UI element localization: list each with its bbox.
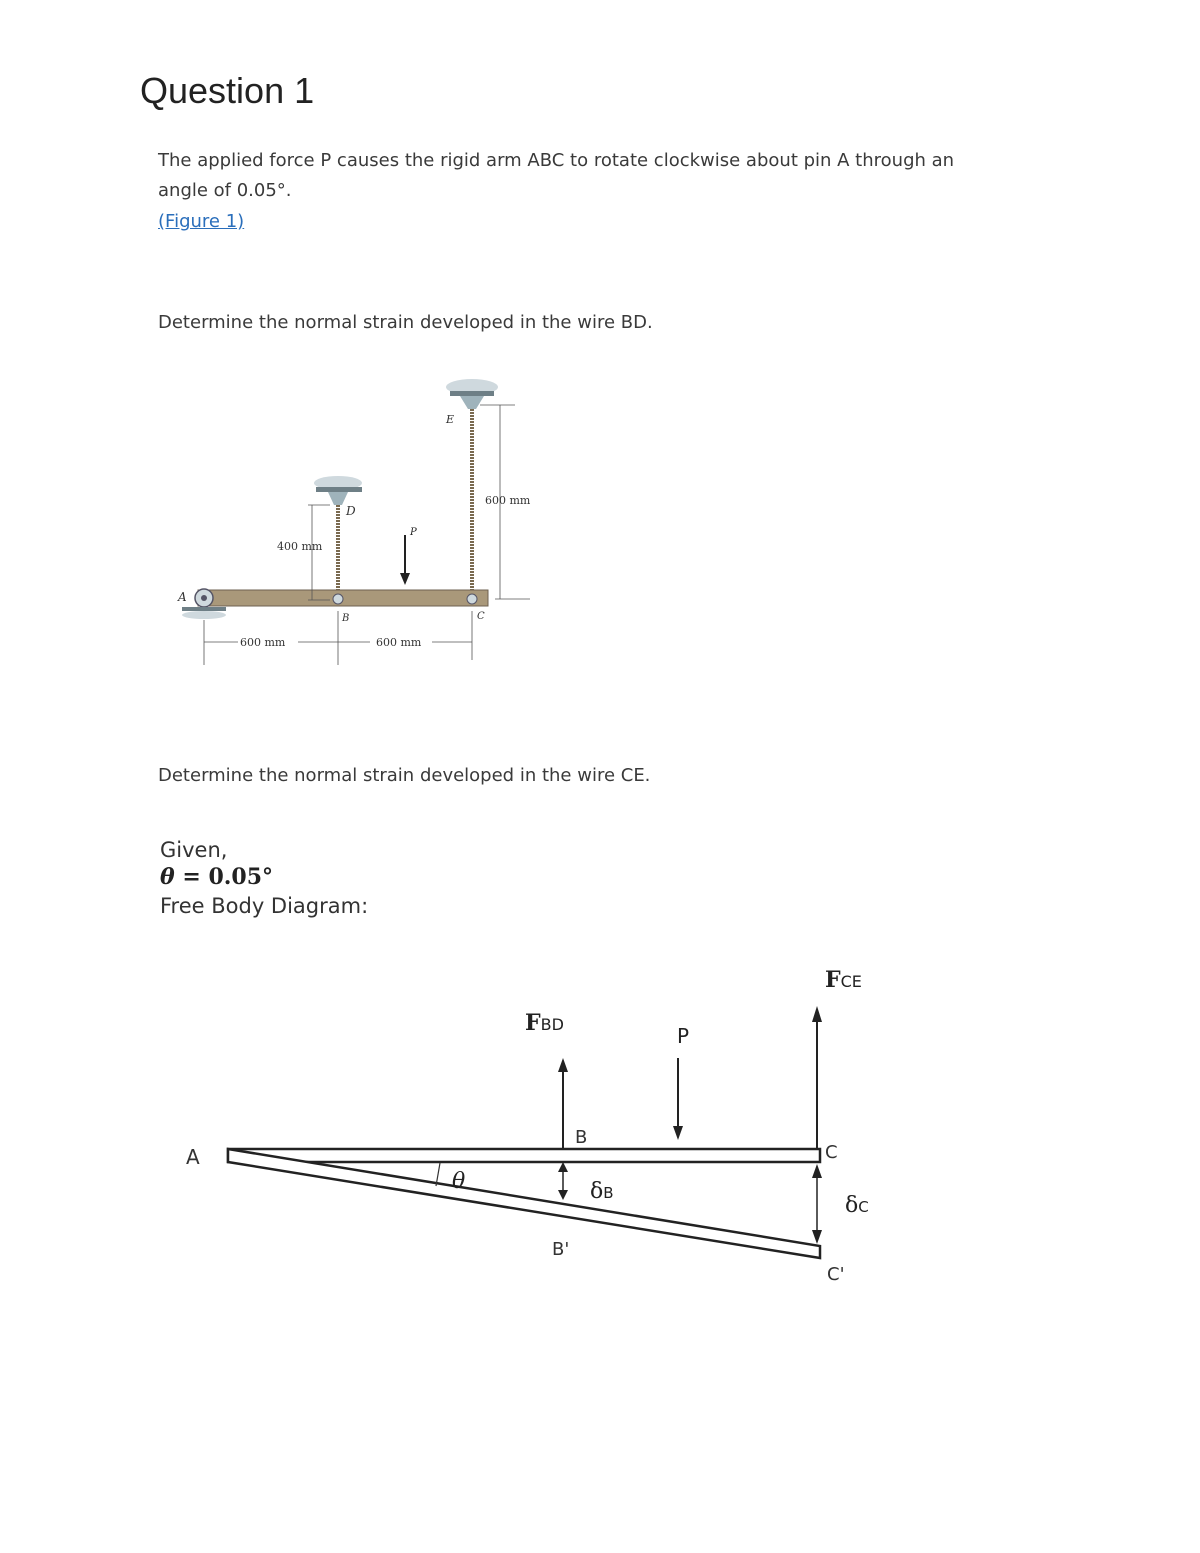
dim-bc-label: 600 mm xyxy=(376,636,422,649)
label-p: P xyxy=(677,1024,690,1048)
label-a: A xyxy=(186,1145,200,1169)
label-c: C xyxy=(825,1142,838,1163)
dim-ce-label: 600 mm xyxy=(485,494,531,507)
label-theta: θ xyxy=(452,1169,466,1194)
label-delta-c: δC xyxy=(845,1193,869,1218)
given-heading: Given, xyxy=(160,838,228,862)
problem-statement-line2: angle of 0.05°. xyxy=(158,180,292,201)
figure-1-diagram xyxy=(170,375,560,670)
free-body-diagram xyxy=(160,950,920,1300)
label-delta-b: δB xyxy=(590,1179,614,1204)
label-fbd: FBD xyxy=(525,1010,564,1036)
dim-ab-label: 600 mm xyxy=(240,636,286,649)
label-b: B xyxy=(342,613,350,624)
question-strain-ce: Determine the normal strain developed in the wire CE. xyxy=(158,765,651,786)
theta-value: = 0.05° xyxy=(182,864,274,890)
question-strain-bd: Determine the normal strain developed in the wire BD. xyxy=(158,312,653,333)
label-a: A xyxy=(178,590,187,604)
arm-original-position xyxy=(228,1149,820,1162)
dim-bd-label: 400 mm xyxy=(277,540,323,553)
label-d: D xyxy=(346,504,356,518)
arm-rotated-position xyxy=(228,1149,820,1258)
problem-statement-line1: The applied force P causes the rigid arm ABC to rotate clockwise about pin A through an xyxy=(158,150,955,171)
question-title: Question 1 xyxy=(140,70,315,111)
theta-equation xyxy=(160,864,273,890)
label-fce: FCE xyxy=(825,967,862,993)
label-b-prime: B' xyxy=(552,1239,570,1260)
free-body-diagram-heading: Free Body Diagram: xyxy=(160,894,369,918)
label-p: P xyxy=(410,527,417,538)
label-b: B xyxy=(575,1127,588,1148)
label-c-prime: C' xyxy=(827,1264,845,1285)
theta-symbol: θ xyxy=(160,864,175,890)
label-e: E xyxy=(446,413,455,426)
figure-1-link[interactable]: (Figure 1) xyxy=(158,211,245,232)
label-c: C xyxy=(477,611,485,622)
